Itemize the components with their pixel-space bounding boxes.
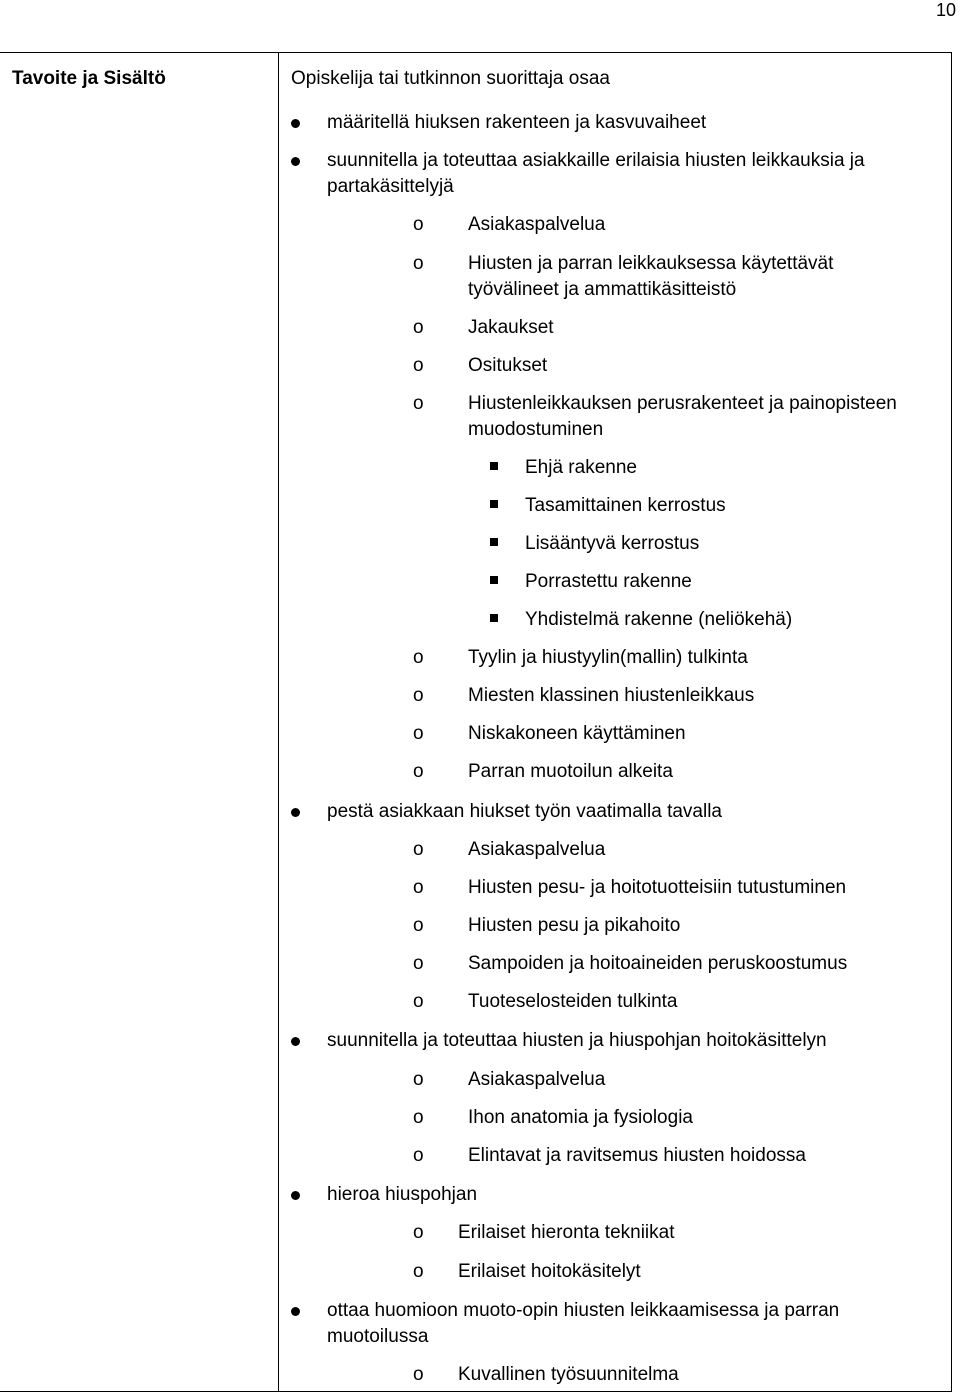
circle-bullet-icon: o (413, 953, 424, 974)
circle-bullet-icon: o (413, 915, 424, 936)
circle-bullet-icon: o (413, 1145, 424, 1166)
sub-list-item: Miesten klassinen hiustenleikkaus (468, 685, 755, 706)
sub-list-item: Hiusten ja parran leikkauksessa käytettävät (468, 253, 834, 274)
sub-list-item: Asiakaspalvelua (468, 214, 606, 235)
sub-list-item: Hiustenleikkauksen perusrakenteet ja painopisteen (468, 393, 897, 414)
list-item: suunnitella ja toteuttaa hiusten ja hiuspohjan hoitokäsittelyn (327, 1030, 827, 1051)
sub-list-item: Hiusten pesu ja pikahoito (468, 915, 681, 936)
sub-sub-list-item: Yhdistelmä rakenne (neliökehä) (525, 609, 793, 630)
bullet-icon (291, 1307, 300, 1316)
square-bullet-icon (490, 614, 498, 622)
list-item: suunnitella ja toteuttaa asiakkaille erilaisia hiusten leikkauksia ja (327, 150, 865, 171)
sub-list-item: Erilaiset hoitokäsitelyt (458, 1261, 641, 1282)
square-bullet-icon (490, 538, 498, 546)
sub-list-item: Asiakaspalvelua (468, 1069, 606, 1090)
circle-bullet-icon: o (413, 647, 424, 668)
sub-list-item: Sampoiden ja hoitoaineiden peruskoostumus (468, 953, 848, 974)
circle-bullet-icon: o (413, 723, 424, 744)
sub-sub-list-item: Porrastettu rakenne (525, 571, 692, 592)
square-bullet-icon (490, 500, 498, 508)
sub-list-item: Kuvallinen työsuunnitelma (458, 1364, 679, 1385)
sub-list-item-continued: muodostuminen (468, 419, 604, 440)
sub-sub-list-item: Tasamittainen kerrostus (525, 495, 726, 516)
sub-list-item: Ihon anatomia ja fysiologia (468, 1107, 693, 1128)
circle-bullet-icon: o (413, 991, 424, 1012)
list-item: hieroa hiuspohjan (327, 1184, 478, 1205)
sub-list-item: Tyylin ja hiustyylin(mallin) tulkinta (468, 647, 748, 668)
sub-sub-list-item: Ehjä rakenne (525, 457, 637, 478)
sub-list-item: Ositukset (468, 355, 548, 376)
circle-bullet-icon: o (413, 214, 424, 235)
circle-bullet-icon: o (413, 685, 424, 706)
circle-bullet-icon: o (413, 1069, 424, 1090)
circle-bullet-icon: o (413, 1364, 424, 1385)
sub-list-item: Parran muotoilun alkeita (468, 761, 673, 782)
circle-bullet-icon: o (413, 1222, 424, 1243)
sub-list-item: Elintavat ja ravitsemus hiusten hoidossa (468, 1145, 806, 1166)
list-item-continued: muotoilussa (327, 1326, 429, 1347)
sub-list-item-continued: työvälineet ja ammattikäsitteistö (468, 279, 737, 300)
list-item: pestä asiakkaan hiukset työn vaatimalla tavalla (327, 801, 723, 822)
sub-list-item: Niskakoneen käyttäminen (468, 723, 686, 744)
bullet-icon (291, 1037, 300, 1046)
circle-bullet-icon: o (413, 1107, 424, 1128)
content-heading: Opiskelija tai tutkinnon suorittaja osaa (291, 68, 610, 89)
list-item-continued: partakäsittelyjä (327, 176, 454, 197)
square-bullet-icon (490, 576, 498, 584)
bullet-icon (291, 119, 300, 128)
bullet-icon (291, 808, 300, 817)
column-divider (278, 53, 279, 1391)
list-item: määritellä hiuksen rakenteen ja kasvuvaiheet (327, 112, 707, 133)
sub-list-item: Tuoteselosteiden tulkinta (468, 991, 678, 1012)
row-label: Tavoite ja Sisältö (12, 68, 166, 89)
circle-bullet-icon: o (413, 253, 424, 274)
sub-list-item: Hiusten pesu- ja hoitotuotteisiin tutustuminen (468, 877, 847, 898)
content-table (0, 52, 952, 1392)
page-number: 10 (935, 0, 956, 20)
circle-bullet-icon: o (413, 761, 424, 782)
circle-bullet-icon: o (413, 393, 424, 414)
circle-bullet-icon: o (413, 355, 424, 376)
square-bullet-icon (490, 462, 498, 470)
circle-bullet-icon: o (413, 1261, 424, 1282)
circle-bullet-icon: o (413, 877, 424, 898)
bullet-icon (291, 157, 300, 166)
circle-bullet-icon: o (413, 317, 424, 338)
sub-list-item: Asiakaspalvelua (468, 839, 606, 860)
sub-list-item: Jakaukset (468, 317, 554, 338)
sub-sub-list-item: Lisääntyvä kerrostus (525, 533, 700, 554)
circle-bullet-icon: o (413, 839, 424, 860)
list-item: ottaa huomioon muoto-opin hiusten leikkaamisessa ja parran (327, 1300, 840, 1321)
sub-list-item: Erilaiset hieronta tekniikat (458, 1222, 675, 1243)
bullet-icon (291, 1191, 300, 1200)
